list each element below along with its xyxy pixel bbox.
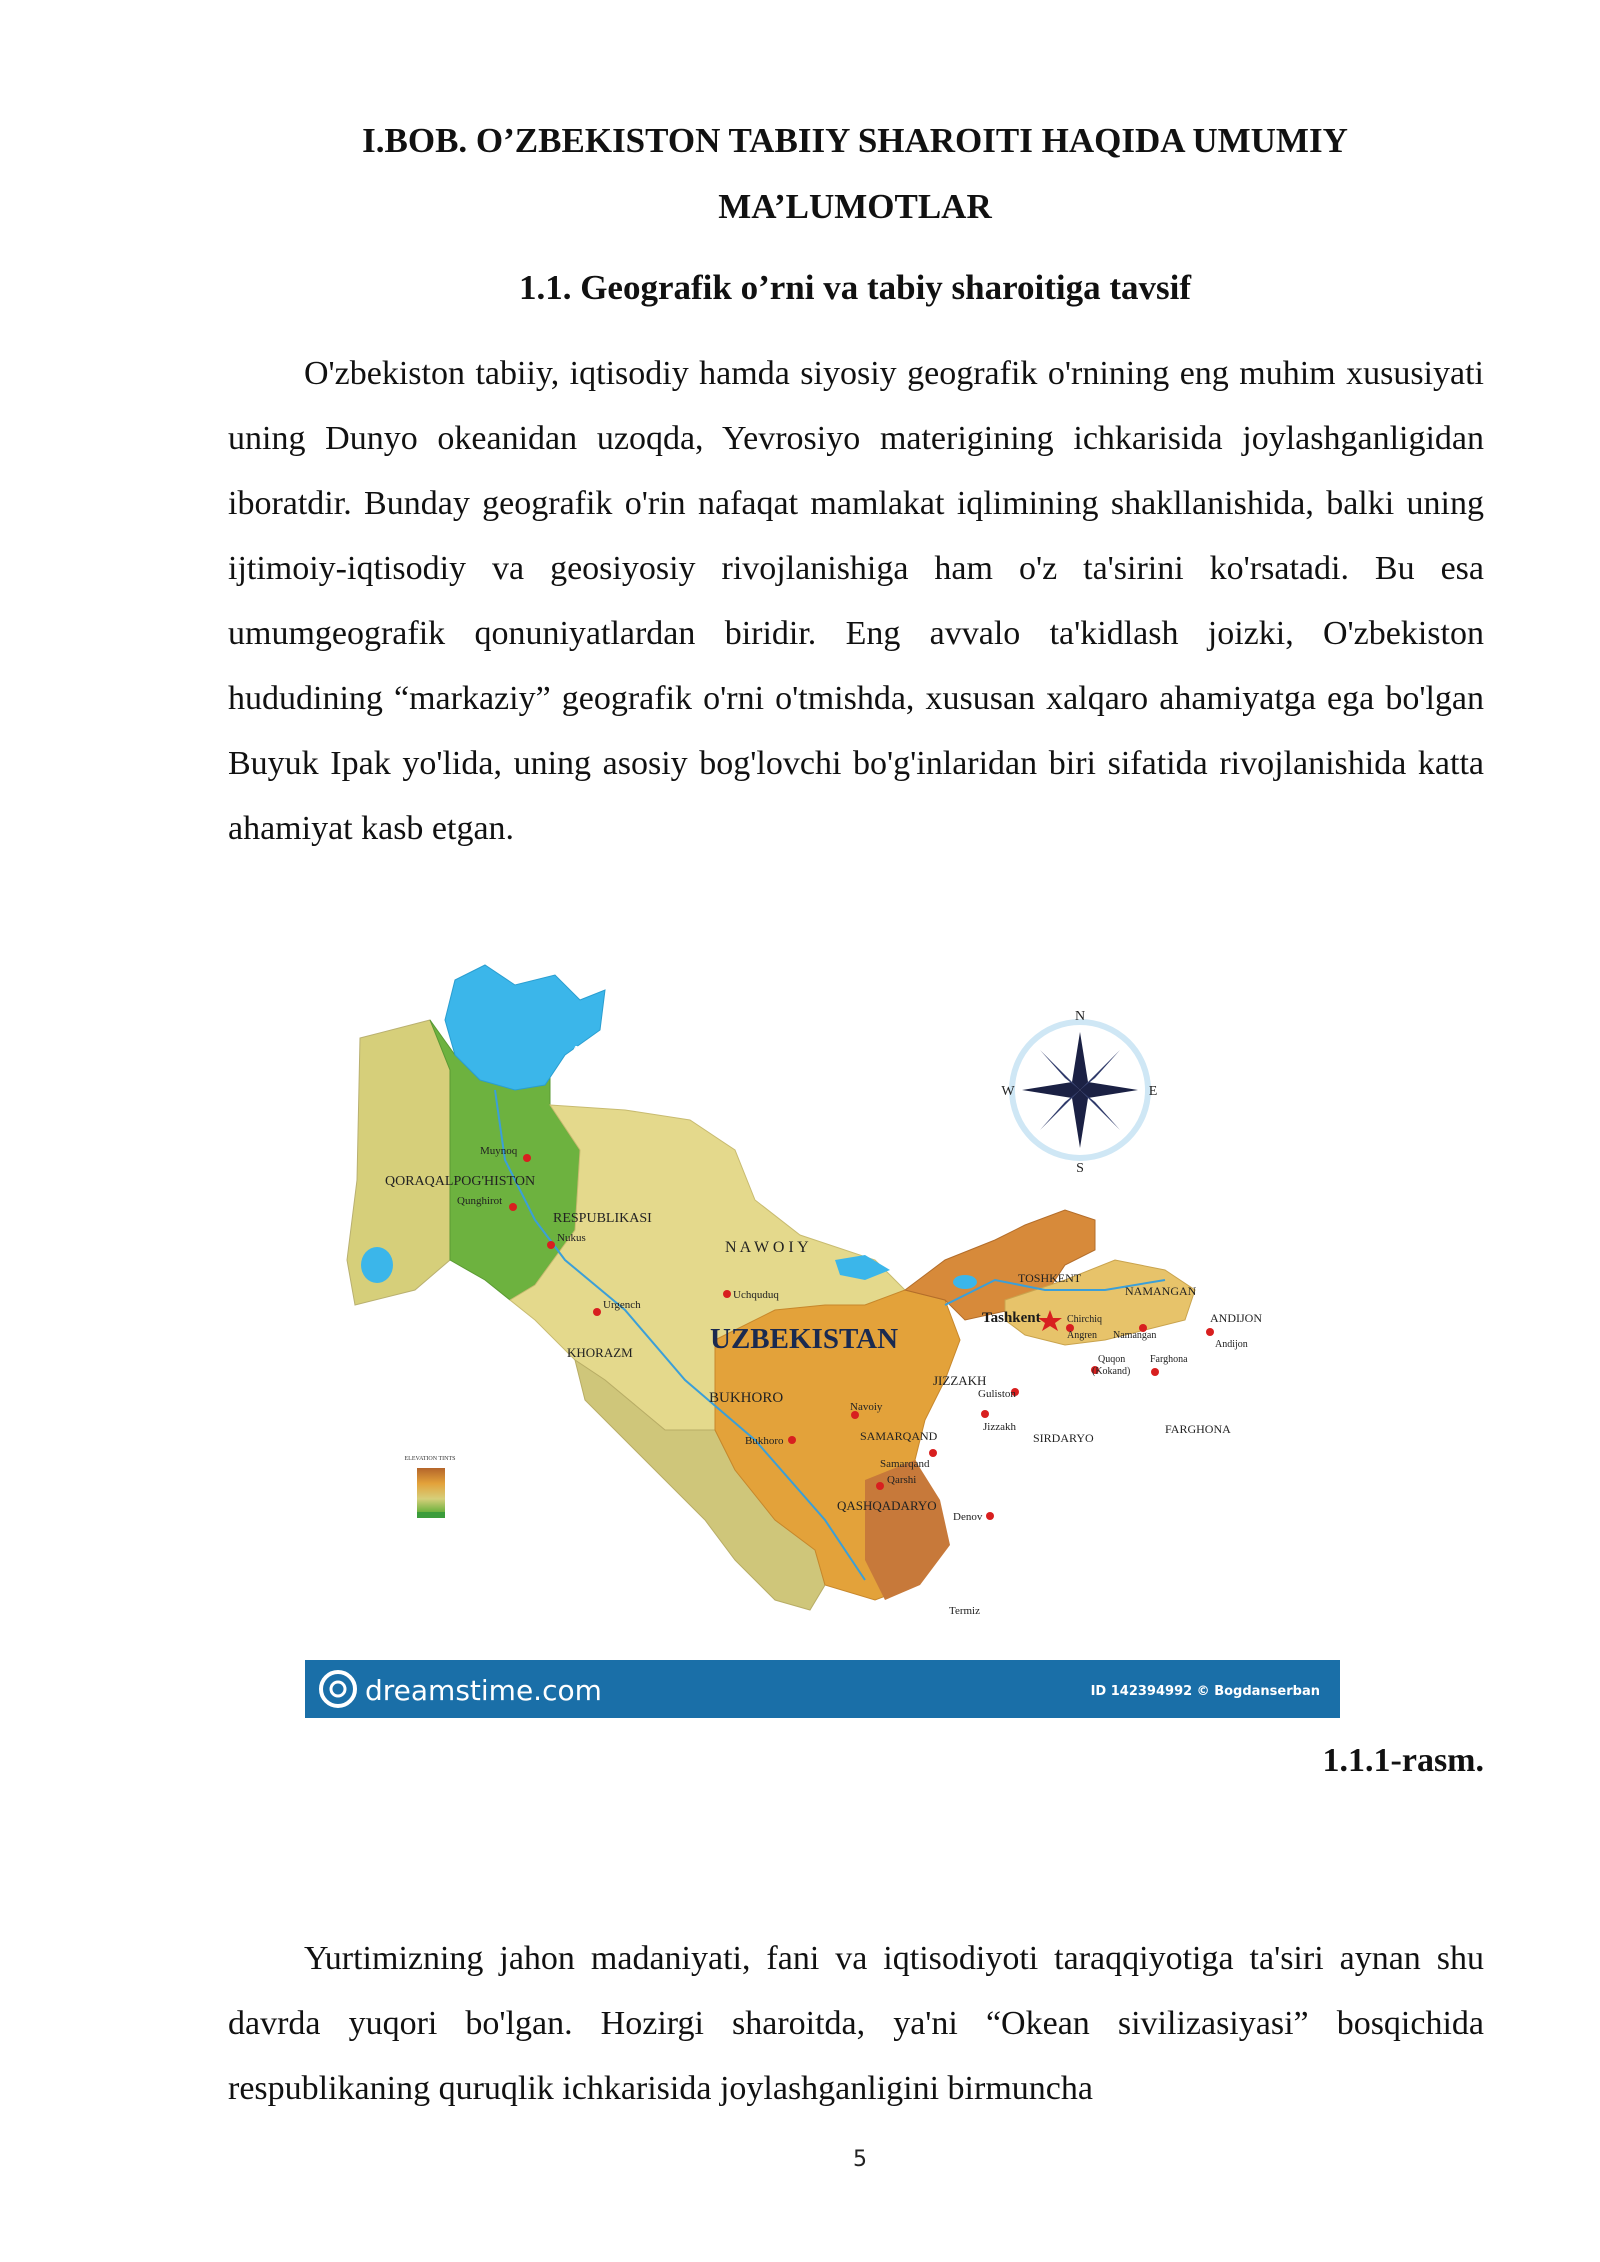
- city-dot-bukhoro: [788, 1436, 796, 1444]
- city-dot-muynoq: [523, 1154, 531, 1162]
- city-guliston: Guliston: [978, 1388, 1016, 1400]
- region-bukhoro: BUKHORO: [709, 1390, 784, 1406]
- country-label: UZBEKISTAN: [710, 1323, 899, 1355]
- chapter-title-line1: I.BOB. O’ZBEKISTON TABIIY SHAROITI HAQIDA UMUMIY: [362, 121, 1348, 160]
- watermark-brand: dreamstime.com: [365, 1674, 602, 1707]
- city-jizzakh: Jizzakh: [983, 1421, 1016, 1433]
- region-farghona: FARGHONA: [1165, 1422, 1231, 1436]
- city-uchquduq: Uchquduq: [733, 1289, 779, 1301]
- city-muynoq: Muynoq: [480, 1145, 518, 1157]
- compass-north: N: [1074, 1009, 1086, 1024]
- city-dot-urgench: [593, 1308, 601, 1316]
- compass-rose-icon: [1012, 1022, 1148, 1158]
- paragraph-1: O'zbekiston tabiiy, iqtisodiy hamda siyosiy geografik o'rnining eng muhim xususiyati uning Dunyo okeanidan uzoqda, Yevrosiyo materigining ichkarisida joylashganligidan iboratdir. Bunday geografik o'rin nafaqat mamlakat iqlimining shakllanishida, balki uning ijtimoiy-iqtisodiy va geosiyosiy rivojlanishiga ham o'z ta'sirini ko'rsatadi. Bu esa umumgeografik qonuniyatlardan biridir. Eng avvalo ta'kidlash joizki, O'zbekiston hududining “markaziy” geografik o'rni o'tmishda, xususan xalqaro ahamiyatga ega bo'lgan Buyuk Ipak yo'lida, uning asosiy bog'lovchi bo'g'inlaridan biri sifatida rivojlanishida katta ahamiyat kasb etgan.: [228, 355, 1484, 847]
- city-nukus: Nukus: [557, 1232, 586, 1244]
- region-respublikasi: RESPUBLIKASI: [553, 1211, 652, 1226]
- page-number: 5: [853, 2147, 867, 2172]
- aral-label-1: Aral: [568, 1041, 606, 1065]
- aral-label-2: Sea: [567, 1081, 599, 1105]
- city-qarshi: Qarshi: [887, 1474, 917, 1486]
- elevation-legend: [405, 1456, 456, 1518]
- city-dot-samarqand: [929, 1449, 937, 1457]
- city-urgench: Urgench: [603, 1299, 641, 1311]
- region-samarqand: SAMARQAND: [860, 1429, 938, 1443]
- city-andijon: Andijon: [1215, 1339, 1248, 1350]
- compass-south: S: [1076, 1161, 1084, 1176]
- sarygamysh-lake: [361, 1247, 393, 1283]
- city-kokand: (Kokand): [1092, 1366, 1131, 1377]
- region-namangan: NAMANGAN: [1125, 1284, 1197, 1298]
- city-angren: Angren: [1067, 1330, 1097, 1341]
- watermark-id: ID 142394992 © Bogdanserban: [1090, 1684, 1320, 1699]
- region-qashqadaryo: QASHQADARYO: [837, 1498, 937, 1513]
- city-farghona: Farghona: [1150, 1354, 1188, 1365]
- paragraph-2: Yurtimizning jahon madaniyati, fani va iqtisodiyoti taraqqiyotiga ta'siri aynan shu davrda yuqori bo'lgan. Hozirgi sharoitda, ya'ni “Okean sivilizasiyasi” bosqichida respublikaning quruqlik ichkarisida joylashganligini birmuncha: [228, 1940, 1484, 2107]
- section-title: 1.1. Geografik o’rni va tabiy sharoitiga tavsif: [518, 268, 1192, 307]
- chapter-title-line2: MA’LUMOTLAR: [718, 187, 992, 226]
- city-dot-qarshi: [876, 1482, 884, 1490]
- city-dot-andijon: [1206, 1328, 1214, 1336]
- city-quqon: Quqon: [1098, 1354, 1126, 1365]
- city-dot-uchquduq: [723, 1290, 731, 1298]
- city-dot-denov: [986, 1512, 994, 1520]
- elevation-legend-title: ELEVATION TINTS: [404, 1456, 456, 1462]
- city-dot-farghona: [1151, 1368, 1159, 1376]
- region-navoiy: N A W O I Y: [725, 1239, 809, 1256]
- city-bukhoro: Bukhoro: [745, 1435, 784, 1447]
- city-chirchiq: Chirchiq: [1067, 1314, 1102, 1325]
- city-tashkent: Tashkent: [982, 1310, 1041, 1326]
- city-navoiy: Navoiy: [850, 1401, 883, 1413]
- city-termiz: Termiz: [949, 1605, 980, 1617]
- region-andijon: ANDIJON: [1210, 1311, 1262, 1325]
- city-dot-qunghirot: [509, 1203, 517, 1211]
- figure-caption: 1.1.1-rasm.: [1322, 1742, 1484, 1779]
- uzbekistan-map-figure: [305, 960, 1340, 1720]
- city-denov: Denov: [953, 1511, 983, 1523]
- region-khorazm: KHORAZM: [567, 1345, 633, 1360]
- compass-east: E: [1148, 1084, 1158, 1099]
- compass-west: W: [1001, 1084, 1015, 1099]
- city-namangan: Namangan: [1113, 1330, 1157, 1341]
- city-qunghirot: Qunghirot: [457, 1195, 503, 1207]
- city-samarqand: Samarqand: [880, 1458, 930, 1470]
- city-dot-jizzakh: [981, 1410, 989, 1418]
- chapter-title: [230, 108, 1480, 240]
- region-sirdaryo: SIRDARYO: [1033, 1431, 1094, 1445]
- city-dot-nukus: [547, 1241, 555, 1249]
- region-qoraqalpoghiston: QORAQALPOG'HISTON: [385, 1174, 536, 1189]
- tuyabuguz-reservoir: [953, 1275, 977, 1289]
- region-jizzakh: JIZZAKH: [933, 1373, 987, 1388]
- uzbekistan-physical-map: [305, 960, 1340, 1720]
- region-toshkent: TOSHKENT: [1018, 1271, 1082, 1285]
